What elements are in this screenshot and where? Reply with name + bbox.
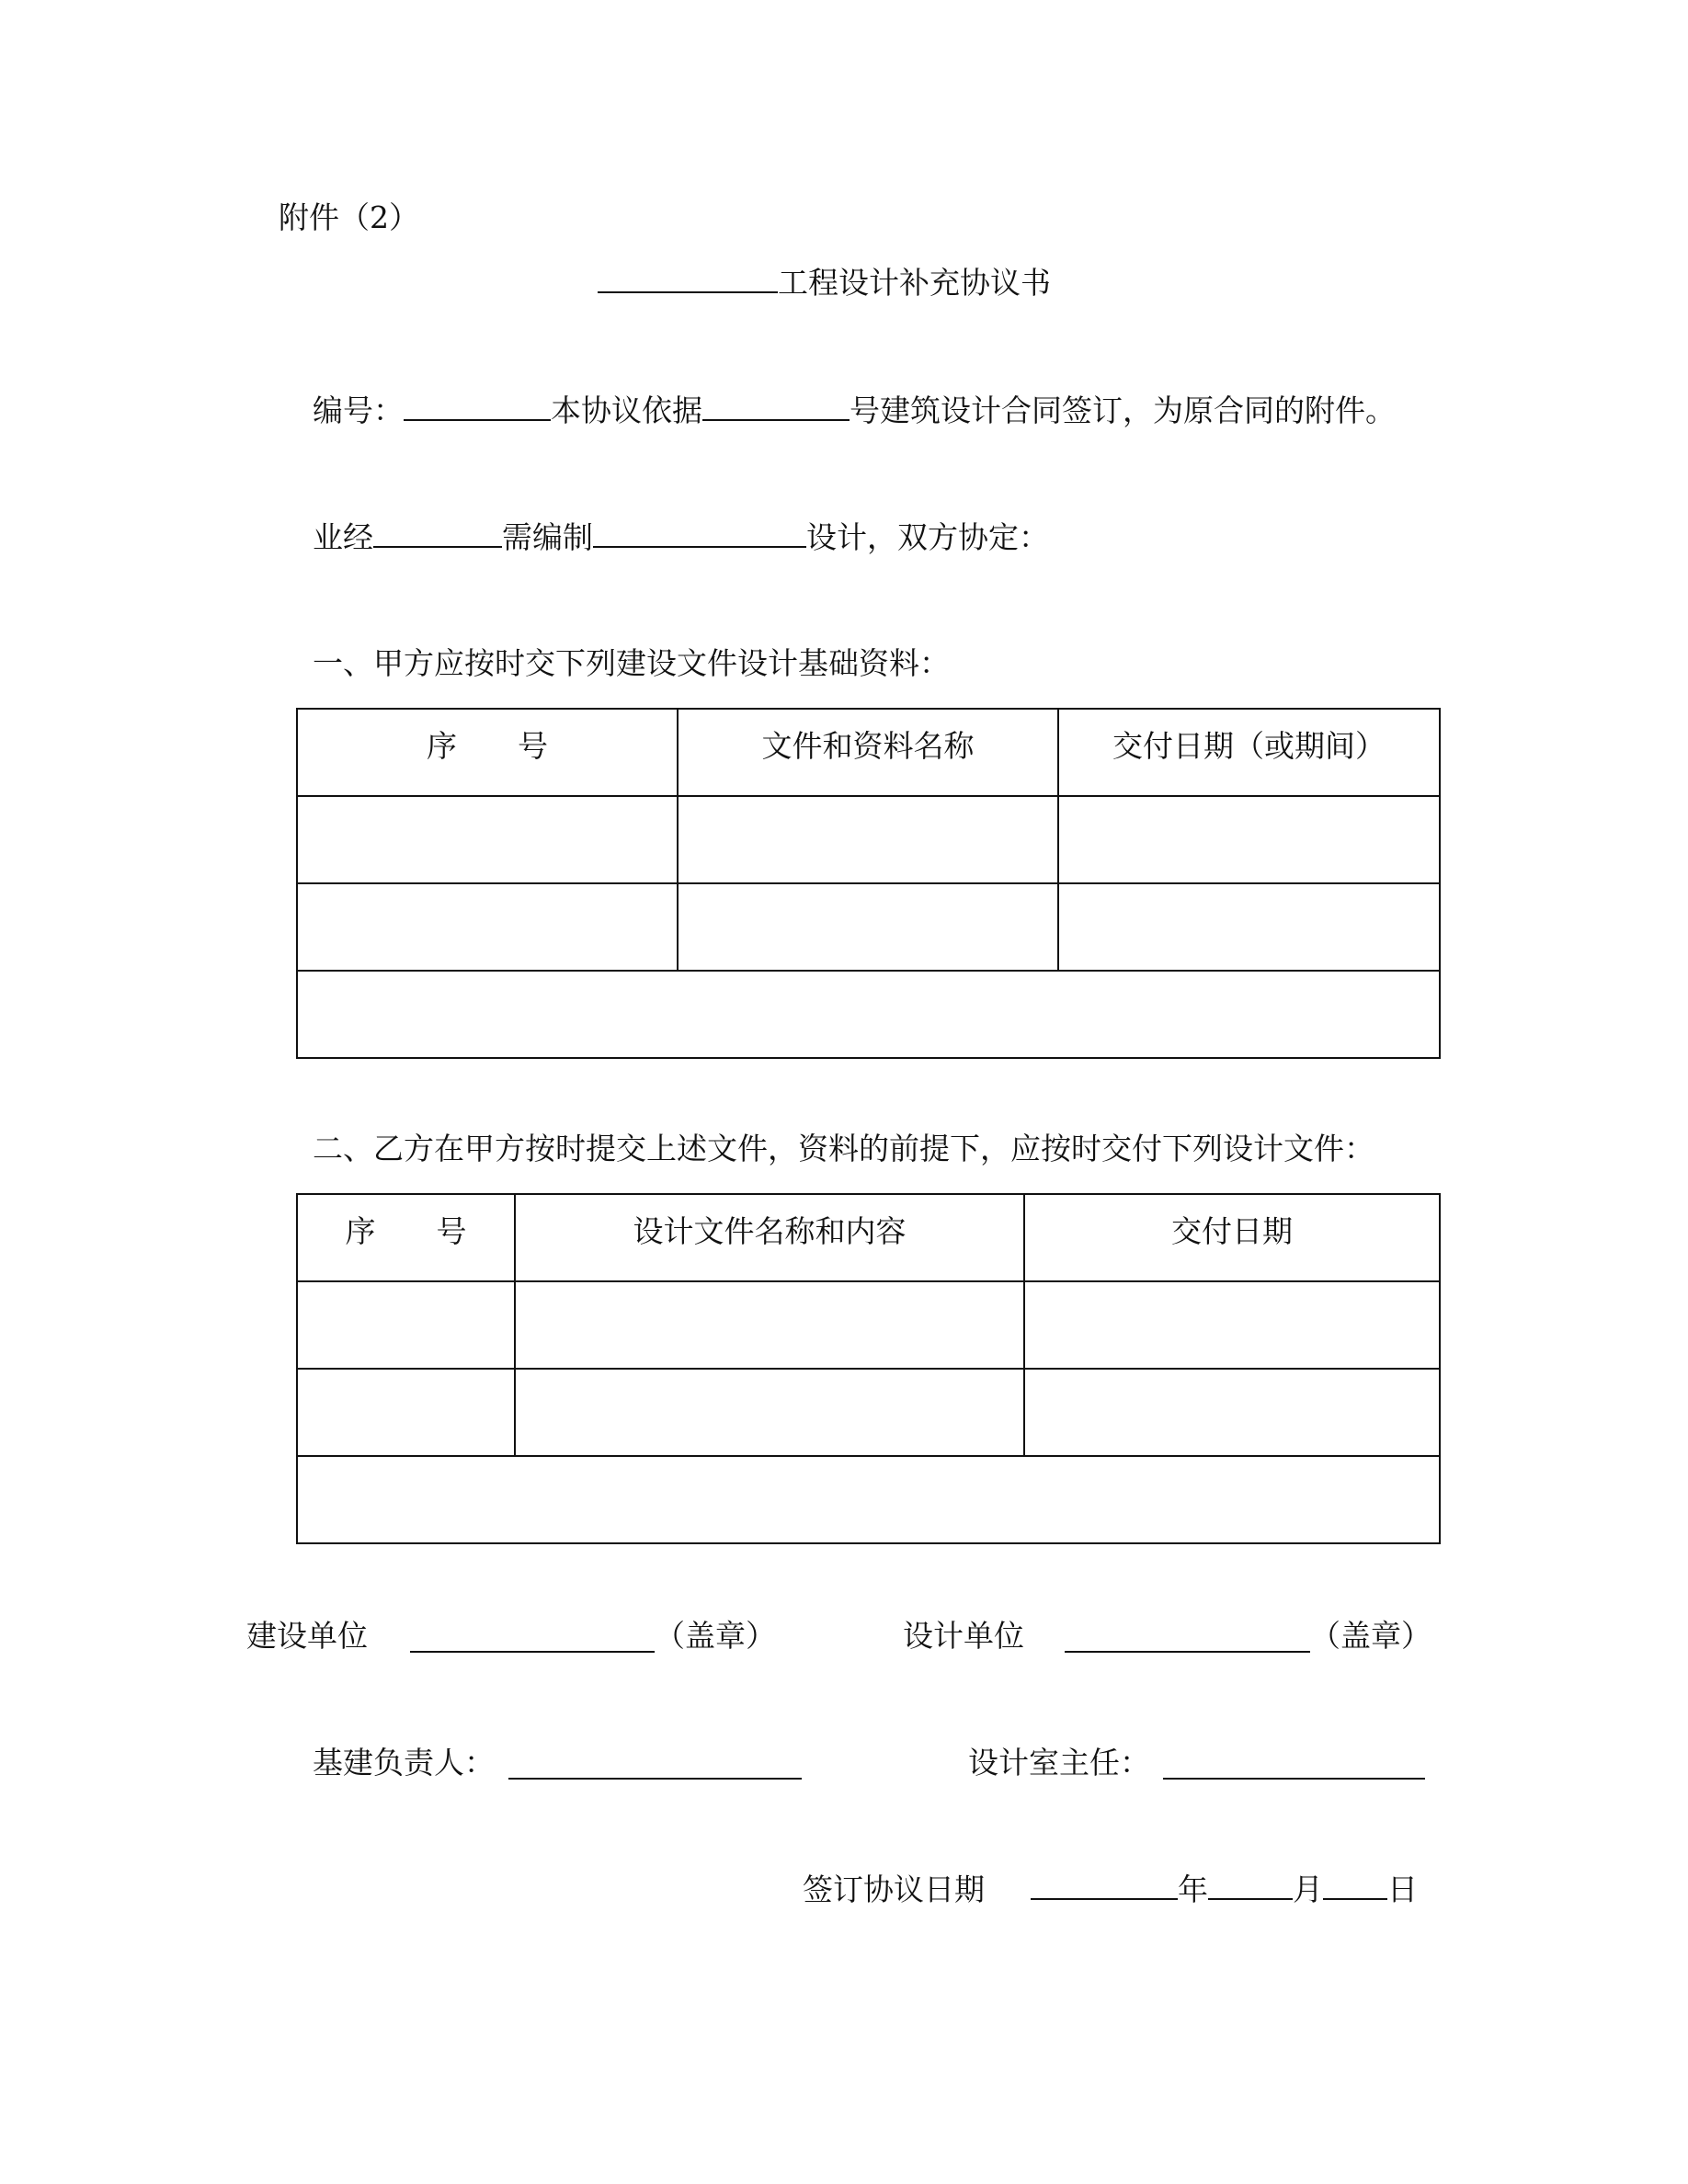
table-row bbox=[297, 1281, 1440, 1369]
contract-ref-blank[interactable] bbox=[702, 392, 850, 421]
table-cell[interactable] bbox=[678, 796, 1058, 883]
table-cell[interactable] bbox=[1058, 883, 1440, 971]
title-text: 工程设计补充协议书 bbox=[778, 265, 1051, 301]
design-blank[interactable] bbox=[593, 518, 806, 548]
table-cell[interactable] bbox=[1024, 1281, 1440, 1369]
number-label: 编号： bbox=[313, 392, 404, 428]
header-cell: 文件和资料名称 bbox=[678, 709, 1058, 796]
table-cell[interactable] bbox=[515, 1281, 1024, 1369]
header-cell: 交付日期 bbox=[1024, 1194, 1440, 1281]
table-cell[interactable] bbox=[1058, 796, 1440, 883]
table-row bbox=[297, 796, 1440, 883]
header-cell: 交付日期（或期间） bbox=[1058, 709, 1440, 796]
month-blank[interactable] bbox=[1208, 1871, 1293, 1900]
contract-number-line bbox=[313, 392, 1396, 429]
client-unit-blank[interactable] bbox=[410, 1618, 655, 1653]
approval-end: 设计，双方协定： bbox=[806, 519, 1049, 555]
table-header-row bbox=[297, 1194, 1440, 1281]
table-cell[interactable] bbox=[297, 796, 678, 883]
table-row bbox=[297, 1369, 1440, 1456]
day-blank[interactable] bbox=[1323, 1871, 1387, 1900]
design-director-blank[interactable] bbox=[1163, 1745, 1425, 1780]
day-label: 日 bbox=[1387, 1871, 1418, 1907]
table-row bbox=[297, 1456, 1440, 1543]
header-cell: 序 号 bbox=[297, 1194, 515, 1281]
table-cell[interactable] bbox=[297, 971, 1440, 1058]
client-manager-label: 基建负责人： bbox=[313, 1745, 495, 1780]
approval-mid: 需编制 bbox=[502, 519, 593, 555]
table-cell[interactable] bbox=[678, 883, 1058, 971]
project-name-blank[interactable] bbox=[598, 264, 778, 293]
table-cell[interactable] bbox=[515, 1369, 1024, 1456]
table-row bbox=[297, 883, 1440, 971]
approval-blank[interactable] bbox=[373, 518, 502, 548]
sign-date-line bbox=[803, 1871, 1418, 1908]
attachment-label: 附件（2） bbox=[279, 199, 419, 235]
design-seal-label: （盖章） bbox=[1310, 1618, 1431, 1654]
section1-table bbox=[296, 708, 1441, 1059]
number-blank[interactable] bbox=[404, 392, 551, 421]
table-cell[interactable] bbox=[1024, 1369, 1440, 1456]
section2-heading: 二、乙方在甲方按时提交上述文件，资料的前提下，应按时交付下列设计文件： bbox=[313, 1131, 1374, 1166]
design-unit-label: 设计单位 bbox=[903, 1618, 1024, 1654]
client-unit-label: 建设单位 bbox=[246, 1618, 368, 1654]
design-unit-blank[interactable] bbox=[1065, 1618, 1310, 1653]
table-row bbox=[297, 971, 1440, 1058]
section2-table bbox=[296, 1193, 1441, 1544]
approval-start: 业经 bbox=[313, 519, 373, 555]
table-cell[interactable] bbox=[297, 1281, 515, 1369]
header-cell: 设计文件名称和内容 bbox=[515, 1194, 1024, 1281]
design-director-label: 设计室主任： bbox=[968, 1745, 1150, 1780]
table-cell[interactable] bbox=[297, 1456, 1440, 1543]
table-cell[interactable] bbox=[297, 1369, 515, 1456]
year-label: 年 bbox=[1178, 1871, 1208, 1907]
month-label: 月 bbox=[1293, 1871, 1323, 1907]
document-title bbox=[598, 264, 1051, 301]
table-header-row bbox=[297, 709, 1440, 796]
approval-line bbox=[313, 518, 1049, 556]
number-end-text: 号建筑设计合同签订，为原合同的附件。 bbox=[850, 392, 1396, 428]
header-cell: 序 号 bbox=[297, 709, 678, 796]
sign-date-label: 签订协议日期 bbox=[803, 1871, 985, 1907]
number-mid-text: 本协议依据 bbox=[551, 392, 702, 428]
table-cell[interactable] bbox=[297, 883, 678, 971]
client-manager-blank[interactable] bbox=[508, 1745, 802, 1780]
year-blank[interactable] bbox=[1031, 1871, 1178, 1900]
section1-heading: 一、甲方应按时交下列建设文件设计基础资料： bbox=[313, 645, 950, 681]
client-seal-label: （盖章） bbox=[655, 1618, 776, 1654]
